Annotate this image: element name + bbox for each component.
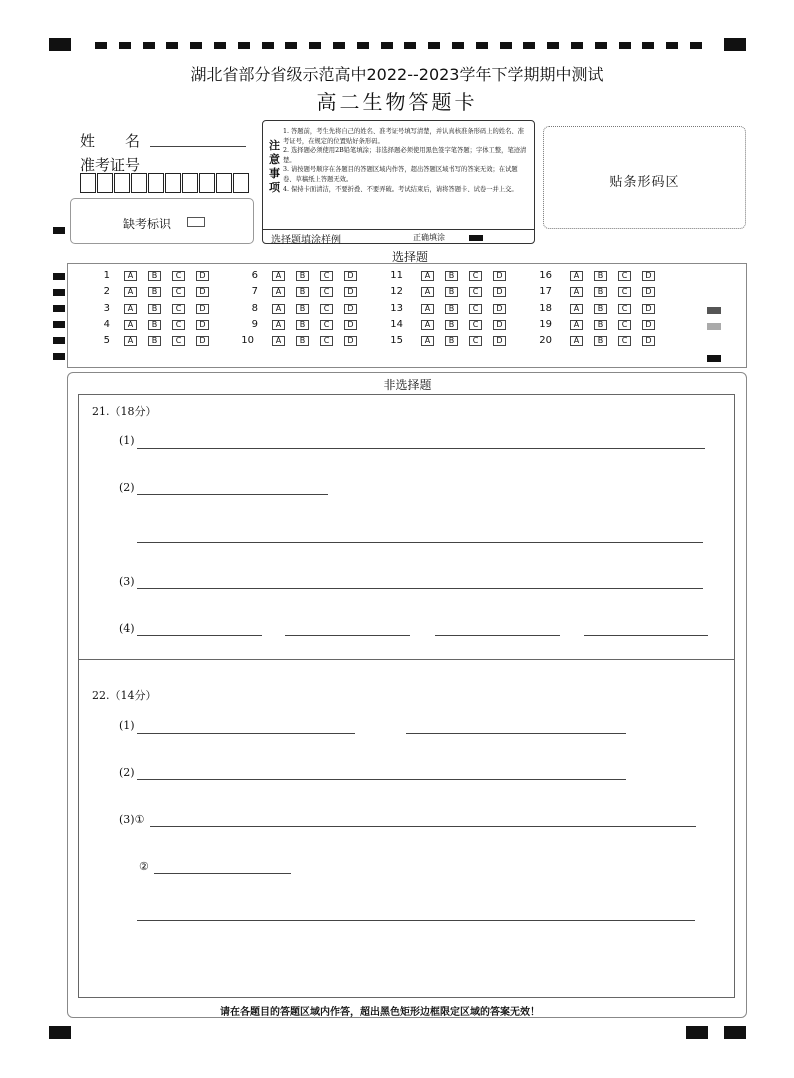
- option-c-bubble[interactable]: C: [618, 271, 631, 281]
- option-b-bubble[interactable]: B: [594, 336, 607, 346]
- option-c-bubble[interactable]: C: [469, 287, 482, 297]
- option-d-bubble[interactable]: D: [642, 320, 655, 330]
- timing-dash: [523, 42, 535, 49]
- option-d-bubble[interactable]: D: [344, 336, 357, 346]
- question-number: 19: [539, 318, 552, 330]
- side-mark: [53, 227, 65, 234]
- option-b-bubble[interactable]: B: [148, 271, 161, 281]
- q21-part2-line-extra[interactable]: [137, 542, 703, 543]
- option-b-bubble[interactable]: B: [296, 287, 309, 297]
- name-label: 姓 名: [80, 132, 141, 150]
- option-b-bubble[interactable]: B: [148, 287, 161, 297]
- exam-id-cell[interactable]: [148, 173, 164, 193]
- timing-dash: [143, 42, 155, 49]
- side-mark: [53, 289, 65, 296]
- option-a-bubble[interactable]: A: [570, 336, 583, 346]
- q21-part1-line[interactable]: [137, 448, 705, 449]
- name-field[interactable]: [150, 146, 246, 147]
- question-number: 14: [390, 318, 403, 330]
- option-d-bubble[interactable]: D: [344, 271, 357, 281]
- absent-label: 缺考标识: [123, 217, 172, 231]
- option-c-bubble[interactable]: C: [469, 320, 482, 330]
- option-c-bubble[interactable]: C: [469, 271, 482, 281]
- question-number: 5: [103, 335, 110, 347]
- exam-id-label: 准考证号: [80, 156, 141, 174]
- exam-id-cell[interactable]: [233, 173, 249, 193]
- option-d-bubble[interactable]: D: [642, 336, 655, 346]
- timing-dash: [452, 42, 464, 49]
- sample-label: 选择题填涂样例: [271, 235, 341, 246]
- exam-id-cell[interactable]: [131, 173, 147, 193]
- timing-dash: [309, 42, 321, 49]
- option-d-bubble[interactable]: D: [493, 320, 506, 330]
- q22-part3-line[interactable]: [150, 826, 696, 827]
- option-a-bubble[interactable]: A: [421, 320, 434, 330]
- question-number: 10: [241, 335, 254, 347]
- timing-dash: [95, 42, 107, 49]
- option-c-bubble[interactable]: C: [172, 304, 185, 314]
- question-number: 2: [103, 286, 110, 298]
- q21-part3-line[interactable]: [137, 588, 703, 589]
- absent-box: [70, 198, 254, 244]
- option-a-bubble[interactable]: A: [272, 304, 285, 314]
- notice-item: 2. 选择题必须使用2B铅笔填涂；非选择题必须使用黑色签字笔答题；字体工整，笔迹清楚。: [283, 147, 527, 164]
- timing-dash: [333, 42, 345, 49]
- barcode-area: [543, 126, 746, 229]
- side-mark: [53, 305, 65, 312]
- option-b-bubble[interactable]: B: [296, 320, 309, 330]
- exam-id-cell[interactable]: [97, 173, 113, 193]
- registration-mark-bottom-right: [724, 1026, 746, 1039]
- option-d-bubble[interactable]: D: [196, 320, 209, 330]
- question-number: 9: [251, 318, 258, 330]
- timing-dash: [619, 42, 631, 49]
- option-c-bubble[interactable]: C: [172, 271, 185, 281]
- notice-divider: [263, 229, 534, 230]
- option-c-bubble[interactable]: C: [320, 320, 333, 330]
- question-number: 11: [390, 270, 403, 281]
- option-c-bubble[interactable]: C: [172, 287, 185, 297]
- q22-part1-line[interactable]: [406, 733, 626, 734]
- q-divider: [78, 659, 735, 660]
- option-a-bubble[interactable]: A: [124, 304, 137, 314]
- option-d-bubble[interactable]: D: [344, 287, 357, 297]
- q22-part2-line[interactable]: [137, 779, 626, 780]
- question-number: 18: [539, 302, 552, 314]
- option-c-bubble[interactable]: C: [618, 336, 631, 346]
- exam-id-cell[interactable]: [80, 173, 96, 193]
- option-d-bubble[interactable]: D: [344, 304, 357, 314]
- q22-title: 22.（14分）: [92, 689, 157, 702]
- option-b-bubble[interactable]: B: [148, 320, 161, 330]
- exam-title: 湖北省部分省级示范高中2022--2023学年下学期期中测试: [190, 65, 604, 84]
- question-number: 8: [251, 302, 258, 314]
- question-number: 16: [539, 270, 552, 281]
- timing-dash: [381, 42, 393, 49]
- timing-dash: [238, 42, 250, 49]
- option-a-bubble[interactable]: A: [272, 287, 285, 297]
- option-d-bubble[interactable]: D: [196, 336, 209, 346]
- option-a-bubble[interactable]: A: [421, 336, 434, 346]
- timing-dash: [571, 42, 583, 49]
- timing-dash: [690, 42, 702, 49]
- option-b-bubble[interactable]: B: [445, 271, 458, 281]
- option-a-bubble[interactable]: A: [421, 287, 434, 297]
- notice-heading: 注意事项: [269, 139, 280, 194]
- timing-dash: [214, 42, 226, 49]
- option-c-bubble[interactable]: C: [469, 304, 482, 314]
- option-c-bubble[interactable]: C: [320, 271, 333, 281]
- non-mcq-inner-box: [78, 394, 735, 998]
- option-a-bubble[interactable]: A: [421, 271, 434, 281]
- option-b-bubble[interactable]: B: [445, 320, 458, 330]
- option-b-bubble[interactable]: B: [296, 271, 309, 281]
- question-number: 4: [103, 318, 110, 330]
- notice-box: [262, 120, 535, 244]
- option-a-bubble[interactable]: A: [124, 320, 137, 330]
- timing-dash: [666, 42, 678, 49]
- q21-part4-line[interactable]: [584, 635, 708, 636]
- option-a-bubble[interactable]: A: [421, 304, 434, 314]
- correct-label: 正确填涂: [413, 233, 445, 242]
- registration-mark-top-left: [49, 38, 71, 51]
- q22-part1-label: (1): [119, 719, 135, 732]
- option-c-bubble[interactable]: C: [320, 304, 333, 314]
- q21-part2-label: (2): [119, 481, 135, 494]
- option-d-bubble[interactable]: D: [642, 271, 655, 281]
- option-b-bubble[interactable]: B: [445, 304, 458, 314]
- option-d-bubble[interactable]: D: [493, 287, 506, 297]
- q22-part3-label: (3)①: [119, 813, 145, 826]
- option-d-bubble[interactable]: D: [196, 304, 209, 314]
- side-mark: [53, 321, 65, 328]
- absent-checkbox[interactable]: [187, 217, 205, 227]
- option-b-bubble[interactable]: B: [594, 304, 607, 314]
- timing-dash: [595, 42, 607, 49]
- option-d-bubble[interactable]: D: [642, 304, 655, 314]
- card-subtitle: 高二生物答题卡: [316, 90, 478, 114]
- option-a-bubble[interactable]: A: [570, 287, 583, 297]
- q21-part1-label: (1): [119, 434, 135, 447]
- q22-part3b-label: ②: [139, 860, 149, 873]
- notice-item: 4. 保持卡面清洁，不要折叠、不要弄破。考试结束后，请将答题卡、试卷一并上交。: [283, 185, 518, 193]
- option-c-bubble[interactable]: C: [469, 336, 482, 346]
- timing-dash: [500, 42, 512, 49]
- option-b-bubble[interactable]: B: [445, 287, 458, 297]
- option-c-bubble[interactable]: C: [320, 336, 333, 346]
- option-b-bubble[interactable]: B: [148, 336, 161, 346]
- non-mcq-title: 非选择题: [383, 378, 432, 392]
- option-c-bubble[interactable]: C: [172, 320, 185, 330]
- exam-id-cell[interactable]: [216, 173, 232, 193]
- option-b-bubble[interactable]: B: [594, 287, 607, 297]
- question-number: 20: [539, 335, 552, 347]
- exam-id-cell[interactable]: [182, 173, 198, 193]
- notice-item: 1. 答题前，考生先将自己的姓名、准考证号填写清楚，并认真核准条形码上的姓名、准考证号，在规定的位置贴好条形码。: [283, 128, 524, 145]
- option-c-bubble[interactable]: C: [320, 287, 333, 297]
- timing-dash: [285, 42, 297, 49]
- timing-dash: [547, 42, 559, 49]
- notice-item: 3. 请按题号顺序在各题目的答题区域内作答，超出答题区域书写的答案无效；在试题卷、草稿纸上答题无效。: [283, 166, 518, 183]
- q21-title: 21.（18分）: [92, 405, 157, 418]
- mcq-title: 选择题: [391, 250, 428, 264]
- timing-dash: [190, 42, 202, 49]
- q21-part4-line[interactable]: [285, 635, 410, 636]
- question-number: 13: [390, 302, 403, 314]
- timing-dash: [642, 42, 654, 49]
- registration-mark-bottom-left: [49, 1026, 71, 1039]
- option-a-bubble[interactable]: A: [272, 320, 285, 330]
- registration-mark-top-right: [724, 38, 746, 51]
- option-a-bubble[interactable]: A: [124, 271, 137, 281]
- option-b-bubble[interactable]: B: [296, 336, 309, 346]
- option-a-bubble[interactable]: A: [570, 320, 583, 330]
- exam-id-cell[interactable]: [114, 173, 130, 193]
- option-b-bubble[interactable]: B: [594, 271, 607, 281]
- option-c-bubble[interactable]: C: [618, 320, 631, 330]
- question-number: 12: [390, 286, 403, 298]
- q21-part3-label: (3): [119, 575, 135, 588]
- question-number: 17: [539, 286, 552, 298]
- option-d-bubble[interactable]: D: [196, 287, 209, 297]
- option-d-bubble[interactable]: D: [493, 336, 506, 346]
- option-d-bubble[interactable]: D: [493, 271, 506, 281]
- timing-dash: [262, 42, 274, 49]
- option-d-bubble[interactable]: D: [196, 271, 209, 281]
- option-d-bubble[interactable]: D: [493, 304, 506, 314]
- side-mark: [53, 273, 65, 280]
- q21-part4-line[interactable]: [435, 635, 560, 636]
- registration-mark-bottom-right: [686, 1026, 708, 1039]
- option-a-bubble[interactable]: A: [272, 271, 285, 281]
- q21-part2-line[interactable]: [137, 494, 328, 495]
- q21-part4-line[interactable]: [137, 635, 262, 636]
- option-b-bubble[interactable]: B: [594, 320, 607, 330]
- q22-part1-line[interactable]: [137, 733, 355, 734]
- q21-part4-label: (4): [119, 622, 135, 635]
- option-a-bubble[interactable]: A: [570, 304, 583, 314]
- footer-warning: 请在各题目的答题区域内作答，超出黑色矩形边框限定区域的答案无效！: [220, 1007, 540, 1018]
- question-number: 15: [390, 335, 403, 347]
- exam-id-cell[interactable]: [165, 173, 181, 193]
- question-number: 1: [103, 270, 110, 281]
- option-b-bubble[interactable]: B: [148, 304, 161, 314]
- question-number: 6: [251, 270, 258, 281]
- timing-dash: [428, 42, 440, 49]
- side-mark: [53, 353, 65, 360]
- option-a-bubble[interactable]: A: [272, 336, 285, 346]
- option-d-bubble[interactable]: D: [344, 320, 357, 330]
- q22-part3b-line[interactable]: [154, 873, 291, 874]
- exam-id-cell[interactable]: [199, 173, 215, 193]
- option-a-bubble[interactable]: A: [124, 336, 137, 346]
- question-number: 7: [251, 286, 258, 298]
- timing-dash: [357, 42, 369, 49]
- q22-part2-label: (2): [119, 766, 135, 779]
- option-b-bubble[interactable]: B: [296, 304, 309, 314]
- notice-text: [283, 127, 528, 194]
- timing-dash: [119, 42, 131, 49]
- timing-dash: [404, 42, 416, 49]
- q22-part3b-line-extra[interactable]: [137, 920, 695, 921]
- question-number: 3: [103, 302, 110, 314]
- side-mark: [53, 337, 65, 344]
- timing-dash: [476, 42, 488, 49]
- option-c-bubble[interactable]: C: [618, 304, 631, 314]
- option-a-bubble[interactable]: A: [124, 287, 137, 297]
- option-a-bubble[interactable]: A: [570, 271, 583, 281]
- option-c-bubble[interactable]: C: [172, 336, 185, 346]
- option-b-bubble[interactable]: B: [445, 336, 458, 346]
- correct-fill-sample: [469, 235, 483, 241]
- option-c-bubble[interactable]: C: [618, 287, 631, 297]
- barcode-label: 贴条形码区: [609, 175, 680, 190]
- timing-dash: [166, 42, 178, 49]
- option-d-bubble[interactable]: D: [642, 287, 655, 297]
